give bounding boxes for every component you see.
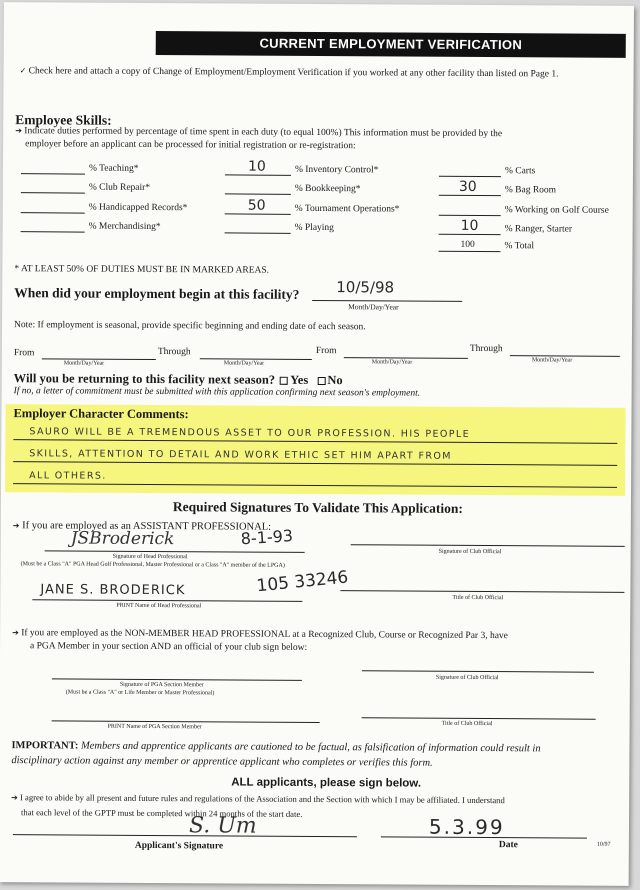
mdy-3: Month/Day/Year	[371, 359, 413, 366]
skills-instruction-1: Indicate duties performed by percentage of time spent in each duty (to equal 100%) This information must be provided by the	[24, 126, 503, 140]
title-club-official-caption-2: Title of Club Official	[441, 720, 493, 728]
skill-handicapped-records: % Handicapped Records*	[88, 202, 188, 214]
print-head-pro-caption: PRINT Name of Head Professional	[116, 602, 202, 610]
employment-date-caption: Month/Day/Year	[348, 302, 399, 312]
nonmember-label-2: a PGA Member in your section AND an official of your club sign below:	[30, 641, 308, 653]
form-page	[0, 2, 634, 886]
from-label-1: From	[13, 348, 35, 359]
nonmember-label-1: If you are employed as the NON-MEMBER HEAD PROFESSIONAL at a Recognized Club, Course or Recognized Par 3, have	[21, 628, 508, 642]
employment-begin-question: When did your employment begin at this facility?	[14, 285, 300, 302]
applicant-signature-label: Applicant's Signature	[134, 840, 224, 852]
value-ranger: 10	[460, 217, 479, 234]
skill-inventory-control: % Inventory Control*	[294, 164, 379, 176]
arrow-bullet-icon: ➔	[12, 628, 19, 638]
printed-name-head-pro: JANE S. BRODERICK	[40, 582, 186, 599]
checkmark-icon: ✓	[19, 66, 27, 76]
important-label: IMPORTANT:	[11, 740, 79, 752]
checkbox-icon[interactable]	[317, 377, 325, 385]
print-pga-member-caption: PRINT Name of PGA Section Member	[107, 723, 202, 731]
important-text-2: disciplinary action against any member or apprentice applicant who completes or verifies this form.	[11, 755, 433, 769]
skill-teaching: % Teaching*	[88, 163, 139, 174]
agree-row	[11, 792, 505, 805]
skill-carts: % Carts	[504, 166, 536, 177]
sig-pga-member-caption: Signature of PGA Section Member	[119, 681, 204, 689]
form-code: 10/97	[596, 841, 611, 848]
mdy-4: Month/Day/Year	[531, 357, 573, 364]
value-total: 100	[460, 239, 475, 250]
skill-total: % Total	[504, 241, 535, 252]
arrow-bullet-icon: ➔	[15, 126, 22, 136]
applicant-heading: ALL applicants, please sign below.	[231, 776, 422, 790]
sig-club-official-caption-1: Signature of Club Official	[438, 548, 502, 556]
duties-note: * AT LEAST 50% OF DUTIES MUST BE IN MARKED AREAS.	[14, 264, 270, 276]
skill-playing: % Playing	[294, 222, 334, 234]
head-pro-signature-scrawl: JSBroderick	[70, 528, 175, 550]
from-label-2: From	[315, 345, 337, 357]
skills-instruction-line1	[15, 126, 502, 139]
date-label: Date	[498, 840, 518, 851]
check-note-row	[20, 66, 559, 79]
skill-merchandising: % Merchandising*	[88, 221, 161, 233]
agree-text-1: I agree to abide by all present and future rules and regulations of the Association and the Section with which I may be affiliated. I understand	[19, 792, 505, 806]
no-label: No	[327, 373, 343, 388]
skills-heading: Employee Skills:	[15, 112, 112, 128]
through-label-2: Through	[469, 343, 503, 355]
applicant-signature-scrawl: S. Um	[188, 813, 257, 839]
important-text-1: Members and apprentice applicants are cautioned to be factual, as falsification of information could result in	[80, 740, 541, 755]
comments-heading: Employer Character Comments:	[13, 406, 189, 422]
signatures-heading: Required Signatures To Validate This Application:	[172, 499, 463, 516]
agree-text-2: that each level of the GPTP must be completed within 24 months of the start date.	[21, 807, 303, 819]
form-banner: CURRENT EMPLOYMENT VERIFICATION	[156, 31, 626, 58]
skill-bag-room: % Bag Room	[504, 185, 557, 196]
employment-begin-date: 10/5/98	[336, 278, 395, 297]
yes-label: Yes	[290, 372, 309, 387]
important-row	[11, 740, 540, 754]
skill-bookkeeping: % Bookkeeping*	[294, 183, 361, 195]
through-label-1: Through	[157, 347, 191, 358]
comment-line-3: ALL OTHERS.	[29, 470, 107, 482]
handwritten-id-number: 105 33246	[255, 567, 350, 597]
check-note: Check here and attach a copy of Change of Employment/Employment Verification if you worked at any other facility than listed on Page 1.	[28, 66, 559, 80]
nonmember-row	[12, 628, 508, 641]
sig-head-pro-caption: Signature of Head Professional	[112, 553, 188, 561]
value-inventory: 10	[247, 158, 266, 175]
skill-tournament-operations: % Tournament Operations*	[294, 203, 400, 215]
sig-club-official-caption-2: Signature of Club Official	[435, 674, 499, 682]
value-tournament: 50	[247, 197, 266, 214]
must-be-caption-1: (Must be a Class "A" PGA Head Golf Professional, Master Professional or a Class "A" member of the LPGA)	[20, 561, 285, 569]
skill-working-golf-course: % Working on Golf Course	[504, 205, 609, 216]
returning-question: Will you be returning to this facility next season?	[13, 371, 276, 387]
must-be-caption-2: (Must be a Class "A" or Life Member or Master Professional)	[65, 689, 215, 697]
commitment-note: If no, a letter of commitment must be submitted with this application confirming next season's employment.	[13, 386, 421, 399]
skill-club-repair: % Club Repair*	[88, 182, 151, 193]
comment-line-1: SAURO WILL BE A TREMENDOUS ASSET TO OUR PROFESSION. HIS PEOPLE	[29, 426, 471, 440]
arrow-bullet-icon: ➔	[11, 793, 18, 803]
skills-instruction-2: employer before an applicant can be processed for initial registration or re-registration:	[25, 139, 356, 152]
arrow-bullet-icon: ➔	[12, 521, 20, 531]
applicant-date-value: 5.3.99	[428, 814, 505, 840]
seasonal-note: Note: If employment is seasonal, provide specific beginning and ending date of each season.	[14, 320, 366, 333]
checkbox-icon[interactable]	[280, 377, 288, 385]
mdy-1: Month/Day/Year	[63, 360, 105, 367]
value-bag-room: 30	[458, 178, 477, 195]
mdy-2: Month/Day/Year	[223, 360, 265, 367]
handwritten-date: 8-1-93	[240, 526, 294, 549]
skill-ranger-starter: % Ranger, Starter	[504, 224, 573, 235]
assistant-label: If you are employed as an ASSISTANT PROFESSIONAL:	[22, 520, 272, 533]
comment-line-2: SKILLS, ATTENTION TO DETAIL AND WORK ETHIC SET HIM APART FROM	[29, 448, 452, 462]
title-club-official-caption-1: Title of Club Official	[452, 594, 504, 602]
